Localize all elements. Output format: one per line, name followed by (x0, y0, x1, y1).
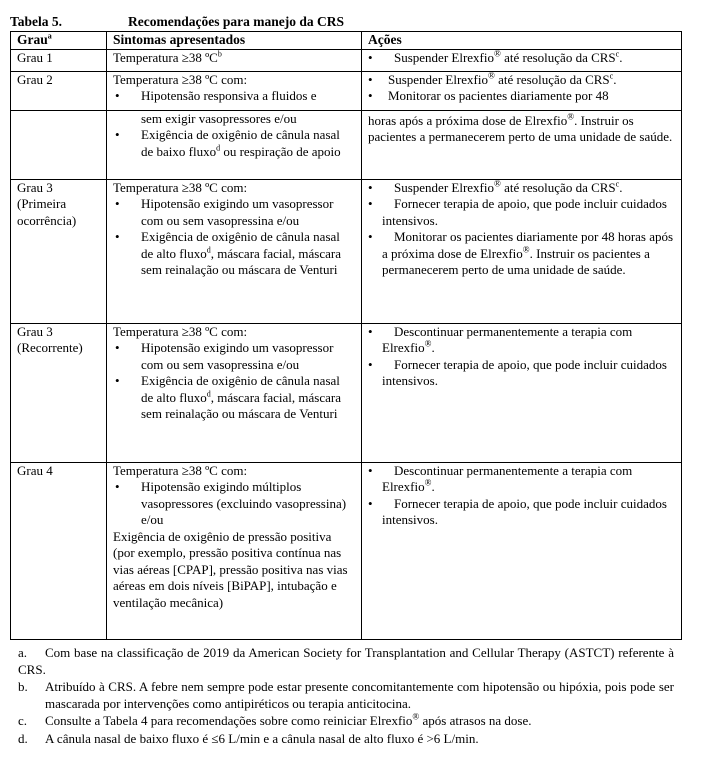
actions-cell (362, 323, 682, 462)
grade-cell-empty (11, 110, 107, 179)
table-row (11, 323, 682, 462)
table-row (11, 462, 682, 639)
crs-management-table (10, 31, 682, 640)
bullet-icon: • (115, 127, 120, 142)
grade-cell: Grau 1 (11, 49, 107, 71)
symptoms-cell: Temperatura ≥38 ºC$^b$ (107, 49, 362, 71)
symptoms-cell: Temperatura ≥38 ºC com: • Hipotensão responsiva a fluidos e (107, 71, 362, 110)
grade-cell: Grau 4 (11, 462, 107, 639)
symptom-item: • Hipotensão exigindo múltiplos vasopressores (excluindo vasopressina) e/ou (115, 479, 347, 527)
header-grade: Grau$^a$ (11, 32, 107, 50)
symptom-item: • Hipotensão exigindo um vasopressor com ou sem vasopressina e/ou (115, 340, 334, 372)
action-item: • Suspender Elrexfio® até resolução da CRS$^c$. (368, 70, 617, 87)
action-item: • Fornecer terapia de apoio, que pode incluir cuidados intensivos. (368, 196, 667, 228)
bullet-icon: • (115, 196, 120, 211)
bullet-icon: • (368, 495, 373, 511)
footnote-c: c. Consulte a Tabela 4 para recomendações sobre como reiniciar Elrexfio® após atrasos na dose. (18, 711, 532, 728)
symptom-item: • Exigência de oxigênio de cânula nasal de alto fluxo$^d$, máscara facial, máscara sem reinalação ou máscara de Venturi (115, 229, 341, 277)
table-row (11, 179, 682, 323)
bullet-icon: • (368, 71, 373, 87)
actions-cell (362, 462, 682, 639)
actions-cell (362, 71, 682, 110)
bullet-icon: • (115, 229, 120, 244)
bullet-icon: • (368, 49, 373, 65)
bullet-icon: • (115, 479, 120, 494)
bullet-icon: • (368, 462, 373, 478)
bullet-icon: • (368, 179, 373, 195)
symptoms-cell: Temperatura ≥38 ºC com: • Hipotensão exigindo um vasopressor com ou sem vasopressina e/ou • Exigência de oxigênio de cânula nasal de alto fluxo$^d$, máscara facial, máscara sem reinalação ou máscara de Venturi (107, 323, 362, 462)
symptom-item: • Exigência de oxigênio de cânula nasal de alto fluxo$^d$, máscara facial, máscara sem reinalação ou máscara de Venturi (115, 373, 341, 421)
action-item: • Monitorar os pacientes diariamente por 48 horas após a próxima dose de Elrexfio®. Instruir os pacientes a permanecerem perto de uma unidade de saúde. (368, 229, 674, 277)
action-item: • Descontinuar permanentemente a terapia com Elrexfio®. (368, 323, 633, 355)
header-actions: Ações (362, 32, 682, 50)
symptoms-cell: Temperatura ≥38 ºC com: • Hipotensão exigindo múltiplos vasopressores (excluindo vasopressina) e/ou Exigência de oxigênio de pressão positiva (por exemplo, pressão positiva contínua nas vias aéreas [CPAP], pressão positiva nas vias aéreas em dois níveis [BiPAP], intubação e ventilação mecânica) (107, 462, 362, 639)
grade-cell: Grau 3 (Primeira ocorrência) (11, 179, 107, 323)
table-title: Recomendações para manejo da CRS (128, 14, 344, 29)
action-item: • Suspender Elrexfio® até resolução da CRS$^c$. (368, 48, 623, 65)
bullet-icon: • (368, 323, 373, 339)
table-header-row (11, 32, 682, 50)
action-item: • Monitorar os pacientes diariamente por 48 (368, 88, 609, 103)
symptoms-cell: sem exigir vasopressores e/ou • Exigência de oxigênio de cânula nasal de baixo fluxo$^d$ ou respiração de apoio (107, 110, 362, 179)
actions-cell (362, 49, 682, 71)
bullet-icon: • (368, 356, 373, 372)
grade-cell: Grau 2 (11, 71, 107, 110)
actions-cell: horas após a próxima dose de Elrexfio®. Instruir os pacientes a permanecerem perto de uma unidade de saúde. (362, 110, 682, 179)
table-row (11, 71, 682, 110)
action-item: • Descontinuar permanentemente a terapia com Elrexfio®. (368, 462, 633, 494)
header-symptoms: Sintomas apresentados (107, 32, 362, 50)
symptom-item: • Hipotensão responsiva a fluidos e (115, 88, 317, 103)
symptom-extra: Exigência de oxigênio de pressão positiva (por exemplo, pressão positiva contínua nas vias aéreas [CPAP], pressão positiva nas vias aéreas em dois níveis [BiPAP], intubação e ventilação mecânica) (113, 528, 348, 610)
action-item: • Fornecer terapia de apoio, que pode incluir cuidados intensivos. (368, 356, 667, 388)
footnotes (18, 645, 674, 748)
footnote-b: b. Atribuído à CRS. A febre nem sempre pode estar presente concomitantemente com hipotensão ou hipóxia, pois pode ser mascarada por intervenções como antipiréticos ou terapia anticitocina. (18, 679, 674, 711)
bullet-icon: • (368, 88, 373, 103)
grade-cell: Grau 3 (Recorrente) (11, 323, 107, 462)
footnote-a: a. Com base na classificação de 2019 da American Society for Transplantation and Cellular Therapy (ASTCT) referente à CRS. (18, 645, 674, 677)
bullet-icon: • (368, 196, 373, 211)
action-item: • Fornecer terapia de apoio, que pode incluir cuidados intensivos. (368, 495, 667, 527)
action-item: • Suspender Elrexfio® até resolução da CRS$^c$. (368, 178, 623, 195)
actions-cell (362, 179, 682, 323)
table-caption (10, 13, 344, 30)
table-row (11, 49, 682, 71)
bullet-icon: • (368, 229, 373, 244)
bullet-icon: • (115, 340, 120, 355)
symptom-item: • Exigência de oxigênio de cânula nasal de baixo fluxo$^d$ ou respiração de apoio (115, 127, 341, 159)
footnote-d: d. A cânula nasal de baixo fluxo é ≤6 L/min e a cânula nasal de alto fluxo é >6 L/min. (18, 730, 479, 746)
bullet-icon: • (115, 88, 120, 103)
bullet-icon: • (115, 373, 120, 388)
symptom-item: • Hipotensão exigindo um vasopressor com ou sem vasopressina e/ou (115, 196, 334, 228)
symptoms-cell: Temperatura ≥38 ºC com: • Hipotensão exigindo um vasopressor com ou sem vasopressina e/ou • Exigência de oxigênio de cânula nasal de alto fluxo$^d$, máscara facial, máscara sem reinalação ou máscara de Venturi (107, 179, 362, 323)
table-row-continued (11, 110, 682, 179)
table-number: Tabela 5. (10, 14, 63, 29)
